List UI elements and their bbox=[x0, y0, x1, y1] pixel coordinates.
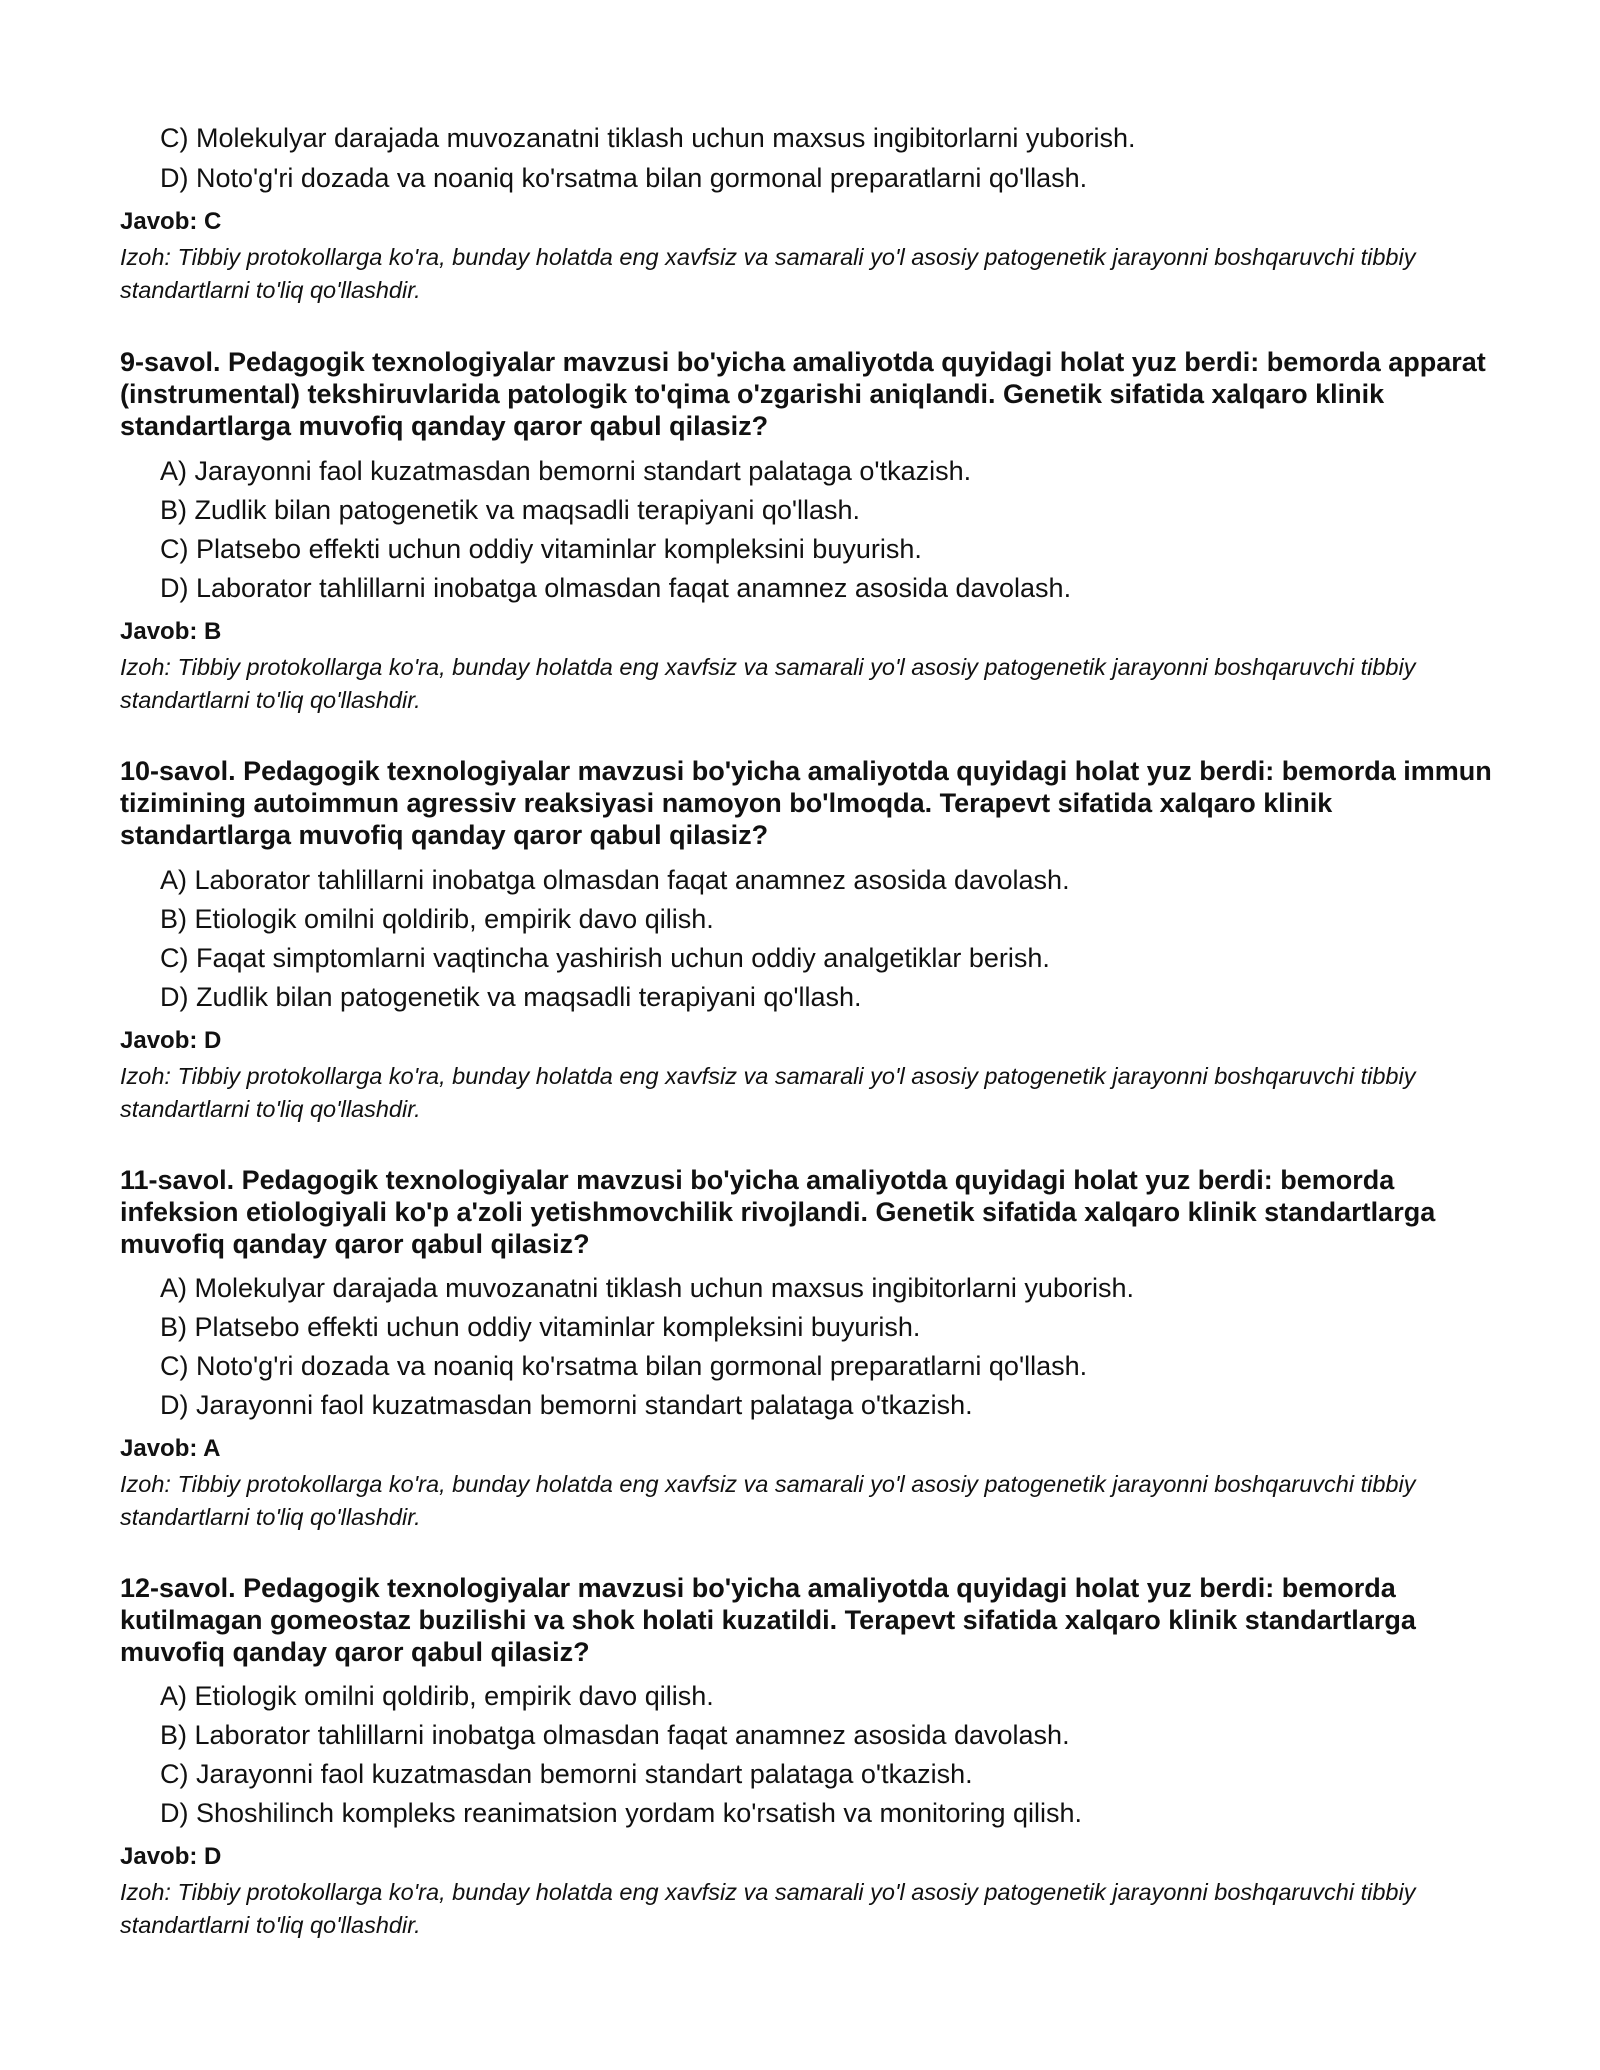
question-12-option-d: D) Shoshilinch kompleks reanimatsion yordam ko'rsatish va monitoring qilish. bbox=[160, 1798, 1083, 1828]
question-10-answer: Javob: D bbox=[120, 1027, 222, 1054]
question-9-title: 9-savol. Pedagogik texnologiyalar mavzusi bo'yicha amaliyotda quyidagi holat yuz berdi: bemorda apparat (instrumental) tekshiruvlarida patologik to'qima o'zgarishi aniqlandi. Genetik sifatida xalqaro klinik standartlarga muvofiq qanday qaror qabul qilasiz? bbox=[120, 347, 1486, 441]
answer-label: Javob: C bbox=[120, 208, 222, 235]
question-9-option-c: C) Platsebo effekti uchun oddiy vitaminlar kompleksini buyurish. bbox=[160, 534, 922, 564]
question-11-option-d: D) Jarayonni faol kuzatmasdan bemorni standart palataga o'tkazish. bbox=[160, 1390, 973, 1420]
question-11-option-b: B) Platsebo effekti uchun oddiy vitaminlar kompleksini buyurish. bbox=[160, 1312, 921, 1342]
option-c: C) Molekulyar darajada muvozanatni tiklash uchun maxsus ingibitorlarni yuborish. bbox=[160, 123, 1136, 153]
question-10-note: Izoh: Tibbiy protokollarga ko'ra, bunday holatda eng xavfsiz va samarali yo'l asosiy patogenetik jarayonni boshqaruvchi tibbiy standartlarni to'liq qo'llashdir. bbox=[120, 1063, 1416, 1122]
explanation-note: Izoh: Tibbiy protokollarga ko'ra, bunday holatda eng xavfsiz va samarali yo'l asosiy patogenetik jarayonni boshqaruvchi tibbiy standartlarni to'liq qo'llashdir. bbox=[120, 244, 1416, 303]
question-10-option-b: B) Etiologik omilni qoldirib, empirik davo qilish. bbox=[160, 904, 714, 934]
question-11-answer: Javob: A bbox=[120, 1435, 221, 1462]
question-10-title: 10-savol. Pedagogik texnologiyalar mavzusi bo'yicha amaliyotda quyidagi holat yuz berdi: bemorda immun tizimining autoimmun agressiv reaksiyasi namoyon bo'lmoqda. Terapevt sifatida xalqaro klinik standartlarga muvofiq qanday qaror qabul qilasiz? bbox=[120, 756, 1492, 850]
question-12-option-b: B) Laborator tahlillarni inobatga olmasdan faqat anamnez asosida davolash. bbox=[160, 1720, 1070, 1750]
question-11-option-a: A) Molekulyar darajada muvozanatni tiklash uchun maxsus ingibitorlarni yuborish. bbox=[160, 1273, 1134, 1303]
question-12-note: Izoh: Tibbiy protokollarga ko'ra, bunday holatda eng xavfsiz va samarali yo'l asosiy patogenetik jarayonni boshqaruvchi tibbiy standartlarni to'liq qo'llashdir. bbox=[120, 1879, 1416, 1938]
question-12-option-a: A) Etiologik omilni qoldirib, empirik davo qilish. bbox=[160, 1681, 714, 1711]
question-11-note: Izoh: Tibbiy protokollarga ko'ra, bunday holatda eng xavfsiz va samarali yo'l asosiy patogenetik jarayonni boshqaruvchi tibbiy standartlarni to'liq qo'llashdir. bbox=[120, 1471, 1416, 1530]
question-11-option-c: C) Noto'g'ri dozada va noaniq ko'rsatma bilan gormonal preparatlarni qo'llash. bbox=[160, 1351, 1088, 1381]
question-12-answer: Javob: D bbox=[120, 1843, 222, 1870]
question-10-option-a: A) Laborator tahlillarni inobatga olmasdan faqat anamnez asosida davolash. bbox=[160, 865, 1070, 895]
question-12-title: 12-savol. Pedagogik texnologiyalar mavzusi bo'yicha amaliyotda quyidagi holat yuz berdi: bemorda kutilmagan gomeostaz buzilishi va shok holati kuzatildi. Terapevt sifatida xalqaro klinik standartlarga muvofiq qanday qaror qabul qilasiz? bbox=[120, 1573, 1416, 1667]
question-11-title: 11-savol. Pedagogik texnologiyalar mavzusi bo'yicha amaliyotda quyidagi holat yuz berdi: bemorda infeksion etiologiyali ko'p a'zoli yetishmovchilik rivojlandi. Genetik sifatida xalqaro klinik standartlarga muvofiq qanday qaror qabul qilasiz? bbox=[120, 1165, 1436, 1259]
question-9-option-a: A) Jarayonni faol kuzatmasdan bemorni standart palataga o'tkazish. bbox=[160, 456, 972, 486]
question-10-option-d: D) Zudlik bilan patogenetik va maqsadli terapiyani qo'llash. bbox=[160, 982, 862, 1012]
question-10-option-c: C) Faqat simptomlarni vaqtincha yashirish uchun oddiy analgetiklar berish. bbox=[160, 943, 1050, 973]
question-9-answer: Javob: B bbox=[120, 618, 222, 645]
question-12-option-c: C) Jarayonni faol kuzatmasdan bemorni standart palataga o'tkazish. bbox=[160, 1759, 973, 1789]
question-9-option-b: B) Zudlik bilan patogenetik va maqsadli terapiyani qo'llash. bbox=[160, 495, 861, 525]
question-9-option-d: D) Laborator tahlillarni inobatga olmasdan faqat anamnez asosida davolash. bbox=[160, 573, 1072, 603]
question-9-note: Izoh: Tibbiy protokollarga ko'ra, bunday holatda eng xavfsiz va samarali yo'l asosiy patogenetik jarayonni boshqaruvchi tibbiy standartlarni to'liq qo'llashdir. bbox=[120, 654, 1416, 713]
option-d: D) Noto'g'ri dozada va noaniq ko'rsatma bilan gormonal preparatlarni qo'llash. bbox=[160, 163, 1088, 193]
